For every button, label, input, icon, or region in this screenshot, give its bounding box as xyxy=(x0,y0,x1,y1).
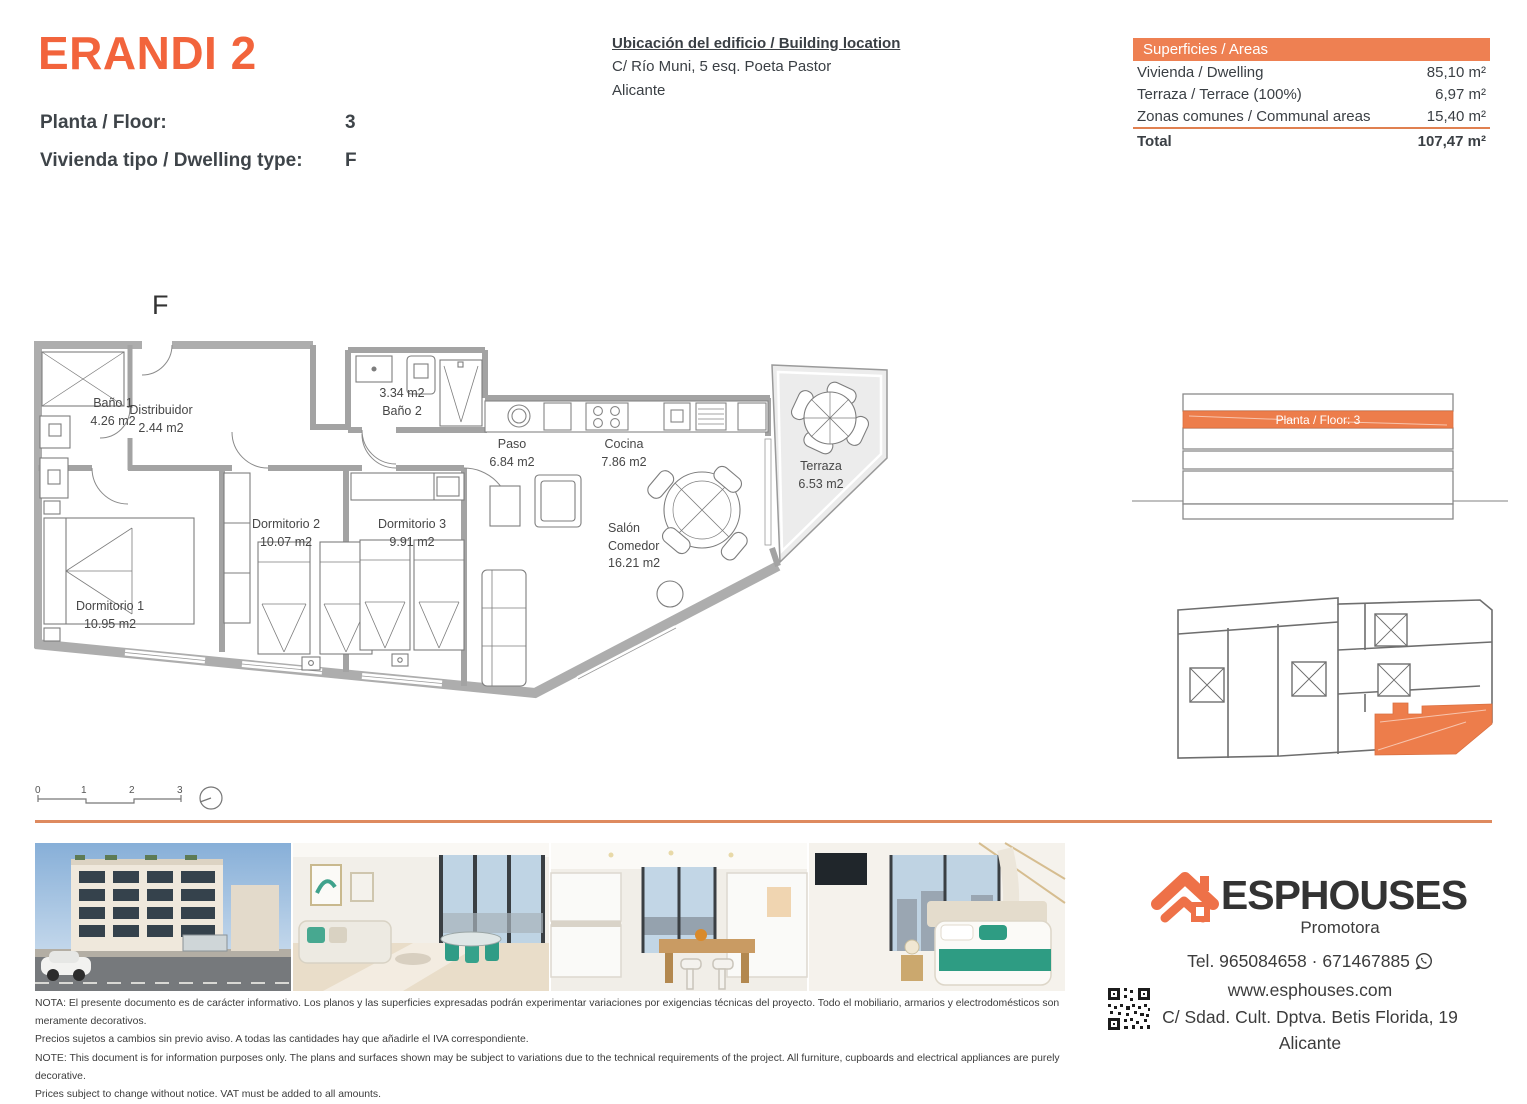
area-value: 85,10 m² xyxy=(1426,63,1486,81)
room-label-cocina: Cocina 7.86 m2 xyxy=(601,437,647,469)
area-label: Zonas comunes / Communal areas xyxy=(1137,107,1371,125)
room-label-dormitorio2: Dormitorio 2 10.07 m2 xyxy=(251,517,321,549)
svg-text:2: 2 xyxy=(129,785,135,796)
disclaimer-line: Prices subject to change without notice. VAT must be added to all amounts. xyxy=(35,1089,381,1101)
room-label-bano1: Baño 1 4.26 m2 xyxy=(90,396,136,428)
building-location xyxy=(612,32,900,102)
floor-value: 3 xyxy=(345,112,356,133)
photo-bedroom xyxy=(809,843,1065,991)
svg-text:3: 3 xyxy=(177,785,183,796)
brand-tagline: Promotora xyxy=(1300,918,1380,937)
phone-line: Tel. 965084658 · 671467885 xyxy=(1095,948,1525,977)
room-label-terraza: Terraza 6.53 m2 xyxy=(798,459,844,491)
table-row xyxy=(1133,61,1490,83)
floor-plan-drawing xyxy=(30,290,920,700)
table-row xyxy=(1133,83,1490,105)
location-city: Alicante xyxy=(612,81,666,99)
sofa xyxy=(299,921,391,963)
dining-set xyxy=(441,932,501,963)
room-label-dormitorio3: Dormitorio 3 9.91 m2 xyxy=(377,517,447,549)
scale-bar xyxy=(35,783,255,817)
photo-living-room xyxy=(293,843,549,991)
area-value: 15,40 m² xyxy=(1426,107,1486,125)
area-value: 6,97 m² xyxy=(1435,85,1486,103)
photo-building-exterior xyxy=(35,843,291,991)
brand-block xyxy=(1095,866,1525,1056)
disclaimer-line: Precios sujetos a cambios sin previo aviso. A todas las cantidades hay que añadirle el IVA correspondiente. xyxy=(35,1034,529,1046)
qr-code xyxy=(1106,986,1152,1037)
plan-type-letter: F xyxy=(152,290,169,320)
address-line: C/ Sdad. Cult. Dptva. Betis Florida, 19 xyxy=(1162,1006,1458,1027)
disclaimer-line: NOTE: This document is for information purposes only. The plans and surfaces shown may be subject to variations due to the technical requirements of the project. All furniture, cupboards and electrical appliances are purely decorative. xyxy=(35,1052,1060,1082)
north-indicator-icon xyxy=(200,787,222,809)
room-label-bano2: 3.34 m2 Baño 2 xyxy=(379,386,425,418)
room-label-dormitorio1: Dormitorio 1 10.95 m2 xyxy=(75,599,145,631)
orange-divider xyxy=(35,820,1492,823)
svg-text:0: 0 xyxy=(35,785,41,796)
room-label-distribuidor: Distribuidor 2.44 m2 xyxy=(129,403,193,435)
disclaimer-line: NOTA: El presente documento es de carácter informativo. Los planos y las superficies expresadas podrán experimentar variaciones por exigencias técnicas del proyecto. Todo el mobiliario, armarios y electrodomésticos son meramente decorativos. xyxy=(35,998,1060,1028)
floor-plan xyxy=(30,290,920,700)
whatsapp-icon xyxy=(1415,951,1433,977)
building-elevation-diagram xyxy=(1175,392,1465,527)
areas-header: Superficies / Areas xyxy=(1133,38,1490,61)
highlighted-unit xyxy=(1375,703,1492,755)
elevation-floor-label: Planta / Floor: 3 xyxy=(1275,413,1361,427)
room-label-salon: Salón Comedor 16.21 m2 xyxy=(608,521,661,570)
website: www.esphouses.com xyxy=(1227,980,1393,1001)
area-label: Vivienda / Dwelling xyxy=(1137,63,1264,81)
table-row-total xyxy=(1133,129,1490,153)
disclaimer xyxy=(35,995,1110,1104)
svg-text:1: 1 xyxy=(81,785,87,796)
areas-table xyxy=(1133,38,1490,153)
floor-label: Planta / Floor: xyxy=(40,112,167,133)
brand-name: ESPHOUSES xyxy=(1220,871,1468,918)
bed xyxy=(927,901,1051,985)
location-street: C/ Río Muni, 5 esq. Poeta Pastor xyxy=(612,58,832,76)
esphouses-logo xyxy=(1095,866,1525,924)
dwelling-type-value: F xyxy=(345,150,357,171)
dwelling-type-row xyxy=(40,150,440,172)
table-row xyxy=(1133,105,1490,129)
total-label: Total xyxy=(1137,133,1172,150)
dwelling-type-label: Vivienda tipo / Dwelling type: xyxy=(40,150,303,171)
area-label: Terraza / Terrace (100%) xyxy=(1137,85,1302,103)
total-value: 107,47 m² xyxy=(1417,133,1486,150)
room-label-paso: Paso 6.84 m2 xyxy=(489,437,535,469)
floor-row xyxy=(40,112,440,134)
address-city: Alicante xyxy=(1278,1032,1342,1053)
project-title: ERANDI 2 xyxy=(38,27,257,79)
logo-house-icon xyxy=(1153,866,1217,924)
photo-kitchen xyxy=(551,843,807,991)
location-title: Ubicación del edificio / Building location xyxy=(612,35,901,52)
floor-overview-diagram xyxy=(1150,572,1510,797)
